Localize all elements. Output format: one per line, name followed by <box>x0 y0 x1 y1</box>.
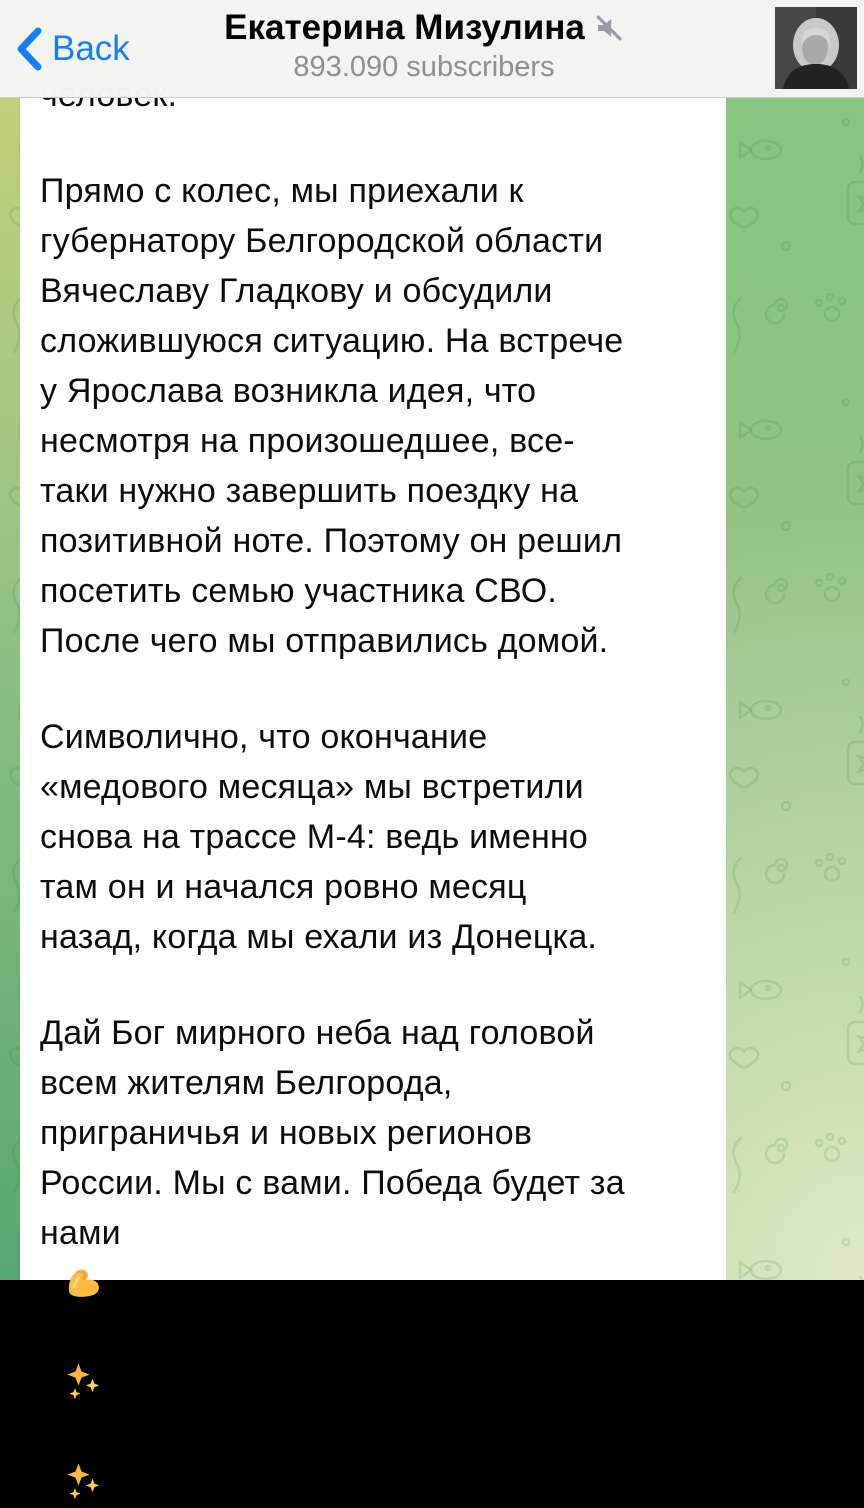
message-paragraph <box>40 1008 712 1508</box>
muted-icon <box>594 13 624 43</box>
message-line: посетить семью участника СВО. <box>40 572 558 610</box>
channel-title: Екатерина Мизулина <box>224 8 585 47</box>
message-line: у Ярослава возникла идея, что <box>40 372 537 410</box>
message-line: После чего мы отправились домой. <box>40 622 609 660</box>
sparkles-emoji <box>61 1460 103 1502</box>
message-line: губернатору Белгородской области <box>40 222 604 260</box>
message-line: всем жителям Белгорода, <box>40 1064 453 1102</box>
subscriber-count: 893.090 subscribers <box>293 51 555 83</box>
back-button-label: Back <box>52 28 130 68</box>
message-line <box>40 1308 712 1508</box>
message-text <box>20 70 726 1508</box>
message-line: там он и начался ровно месяц <box>40 868 527 906</box>
message-line: Вячеславу Гладкову и обсудили <box>40 272 553 310</box>
message-paragraph <box>40 712 712 962</box>
message-line: Прямо с колес, мы приехали к <box>40 172 524 210</box>
message-line: снова на трассе М-4: ведь именно <box>40 818 589 856</box>
message-line: Символично, что окончание <box>40 718 488 756</box>
sparkles-emoji <box>61 1360 103 1402</box>
flexed-biceps-emoji <box>61 1260 103 1302</box>
channel-avatar[interactable] <box>775 7 857 89</box>
message-line: «медового месяца» мы встретили <box>40 768 584 806</box>
message-line: нами <box>40 1208 712 1308</box>
message-line: назад, когда мы ехали из Донецка. <box>40 918 598 956</box>
channel-header[interactable] <box>224 8 624 84</box>
message-line: позитивной ноте. Поэтому он решил <box>40 522 623 560</box>
back-chevron-icon <box>16 27 42 71</box>
message-line: приграничья и новых регионов <box>40 1114 533 1152</box>
message-line: таки нужно завершить поездку на <box>40 472 579 510</box>
message-line: сложившуюся ситуацию. На встрече <box>40 322 624 360</box>
navigation-bar <box>0 0 864 98</box>
message-line: России. Мы с вами. Победа будет за <box>40 1164 625 1202</box>
message-line: несмотря на произошедшее, все- <box>40 422 575 460</box>
message-line: Дай Бог мирного неба над головой <box>40 1014 595 1052</box>
message-bubble[interactable] <box>20 98 726 1280</box>
avatar-photo <box>775 7 857 89</box>
back-button[interactable] <box>16 0 130 97</box>
message-paragraph <box>40 166 712 666</box>
